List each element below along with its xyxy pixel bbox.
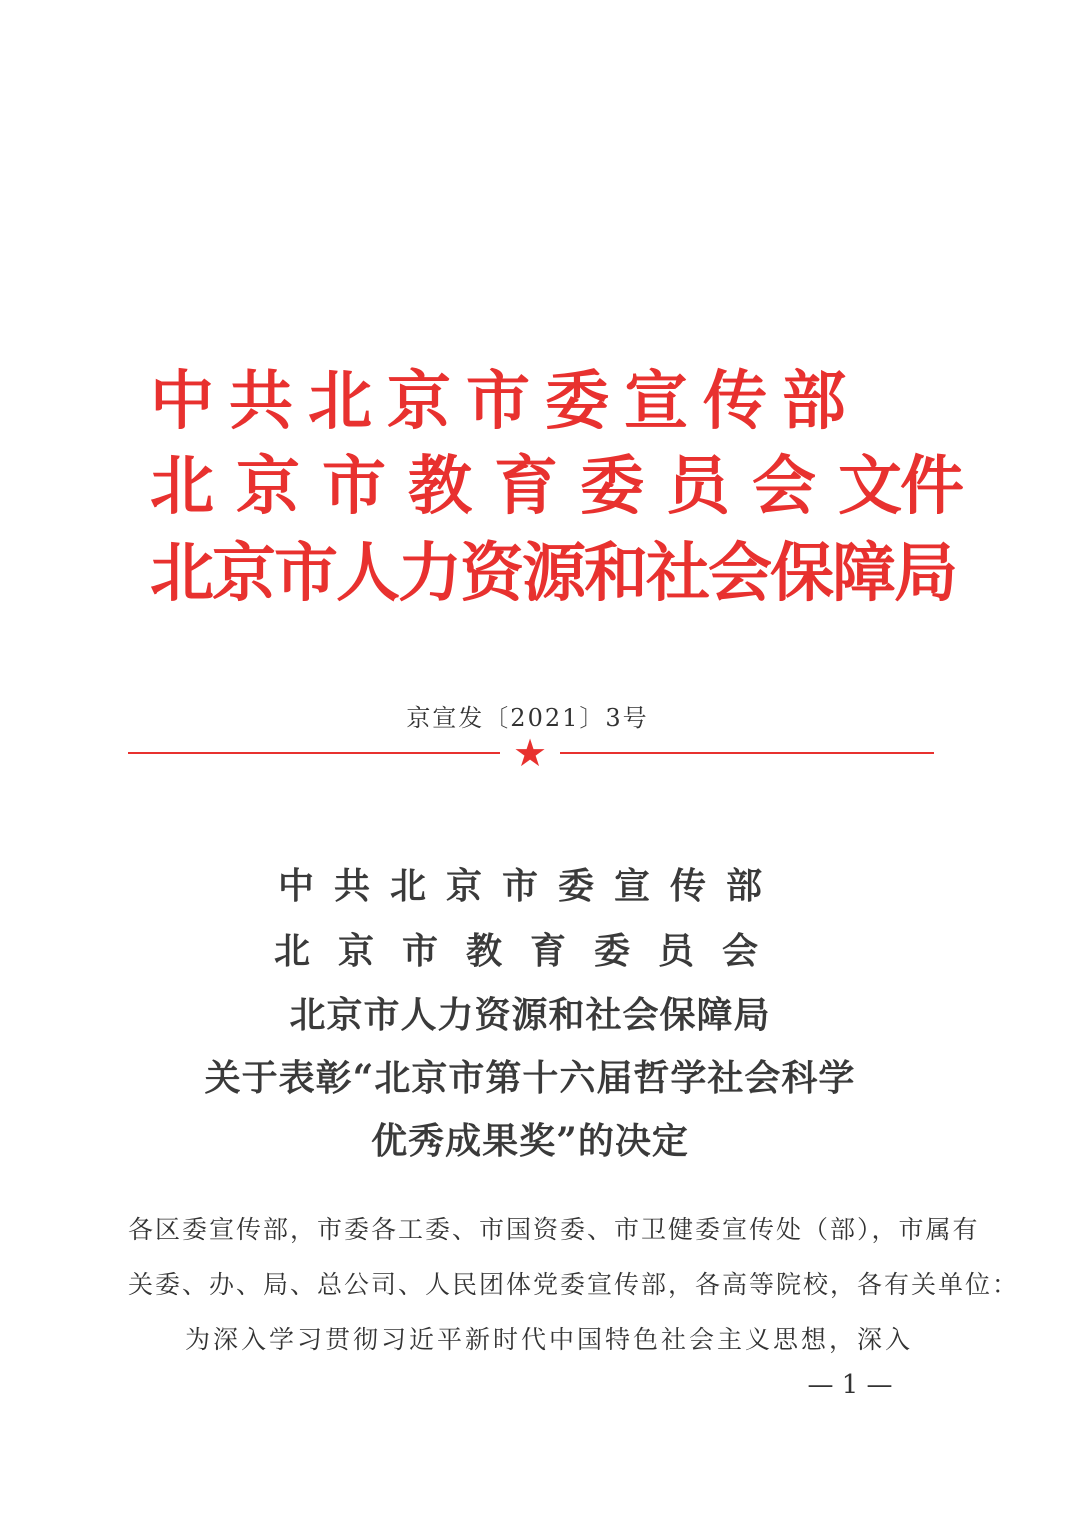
letterhead-line-2-suffix: 文件 [838,450,962,524]
title-line-5: 优秀成果奖”的决定 [371,1120,689,1162]
red-rule-right [560,752,934,754]
title-line-1: 中共北京市委宣传部 [277,865,782,907]
recipients-line-1: 各区委宣传部，市委各工委、市国资委、市卫健委宣传处（部），市属有 [128,1215,980,1244]
title-line-3: 北京市人力资源和社会保障局 [289,994,771,1036]
title-line-4: 关于表彰“北京市第十六届哲学社会科学 [204,1057,856,1099]
letterhead-line-2-main: 北京市教育委员会 [150,450,838,524]
title-line-2: 北京市教育委员会 [273,930,786,972]
recipients-line-2: 关委、办、局、总公司、人民团体党委宣传部，各高等院校，各有关单位： [128,1270,1020,1299]
star-icon: ★ [512,731,548,775]
letterhead-line-1: 中共北京市委宣传部 [150,365,861,439]
letterhead-line-3: 北京市人力资源和社会保障局 [150,537,956,611]
document-number: 京宣发〔2021〕3号 [406,704,649,732]
letterhead-line-2 [150,450,962,524]
red-rule-left [128,752,500,754]
paragraph-1-start: 为深入学习贯彻习近平新时代中国特色社会主义思想，深入 [185,1325,914,1354]
page-number: — 1 — [807,1370,893,1400]
